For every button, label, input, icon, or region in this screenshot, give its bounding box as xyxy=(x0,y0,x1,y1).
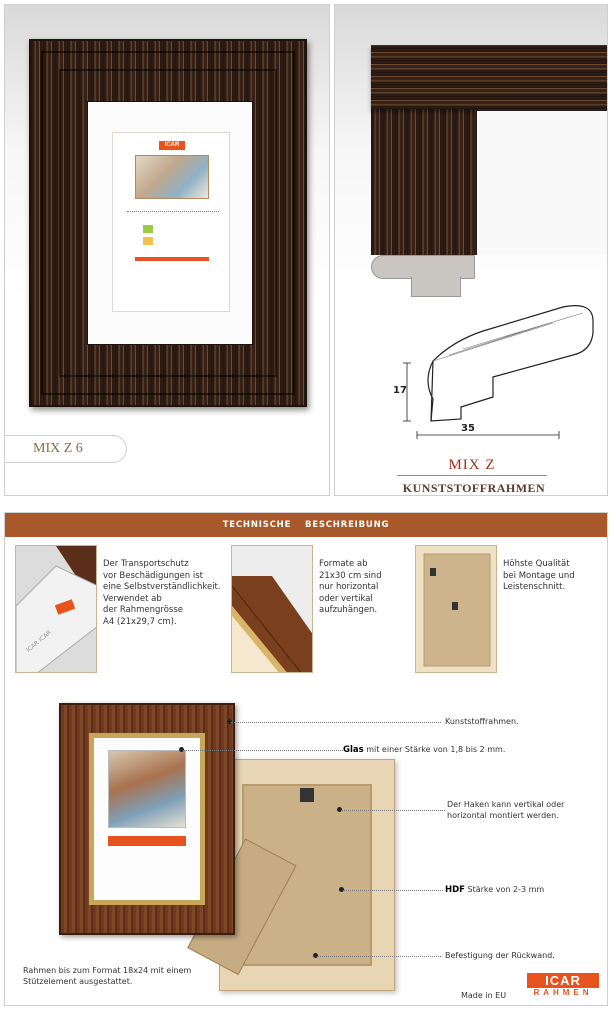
callout-line xyxy=(341,810,445,811)
callout-stand: Rahmen bis zum Format 18x24 mit einem Stützelement ausgestattet. xyxy=(23,966,192,986)
sample-insert-card xyxy=(112,132,230,312)
sample-photo xyxy=(108,750,186,828)
callout-line xyxy=(183,750,343,751)
callout-glass: Glas mit einer Stärke von 1,8 bis 2 mm. xyxy=(343,745,506,755)
insert-size-swatch xyxy=(143,225,153,233)
technical-description-section xyxy=(4,512,608,1006)
svg-text:ICAR ICAR: ICAR ICAR xyxy=(25,629,53,654)
profile-cross-section xyxy=(371,255,475,299)
insert-script-line xyxy=(127,211,219,212)
dimension-height-label: 17 xyxy=(393,385,407,396)
frame-profile-photo xyxy=(231,545,313,673)
model-label: MIX Z 6 xyxy=(5,435,127,463)
callout-line xyxy=(343,890,443,891)
transport-protection-photo xyxy=(15,545,97,673)
callout-back: Befestigung der Rückwand. xyxy=(445,951,555,960)
callout-hdf: HDF Stärke von 2-3 mm xyxy=(445,885,545,895)
insert-brand-logo: ICAR xyxy=(159,141,185,150)
callout-hook: Der Haken kann vertikal oder horizontal montiert werden. xyxy=(447,800,565,820)
section-header: TECHNISCHE BESCHREIBUNG xyxy=(5,513,607,537)
brand-name: ICAR xyxy=(527,973,599,988)
feature-text: Höhste Qualität bei Montage und Leistenschnitt. xyxy=(503,559,575,593)
made-in-label: Made in EU xyxy=(461,991,507,1000)
profile-sketch-drawing xyxy=(393,301,603,441)
callout-frame: Kunststoffrahmen. xyxy=(445,717,519,726)
insert-orange-bar xyxy=(135,257,209,261)
brand-sub: RAHMEN xyxy=(533,988,593,997)
product-photo-panel xyxy=(4,4,330,496)
dimension-width-label: 35 xyxy=(461,423,475,434)
series-divider xyxy=(397,475,547,476)
insert-sample-photo xyxy=(135,155,209,199)
frame-front-view xyxy=(59,703,235,935)
callout-line xyxy=(231,722,441,723)
brand-logo xyxy=(527,973,599,999)
sample-label-bar xyxy=(108,836,186,846)
gold-inner-edge xyxy=(89,733,205,905)
feature-text: Formate ab 21x30 cm sind nur horizontal oder vertikal aufzuhängen. xyxy=(319,559,382,616)
feature-text: Der Transportschutz vor Beschädigungen ist eine Selbstverständlichkeit. Verwendet ab der Rahmengrösse A4 (21x29,7 cm). xyxy=(103,559,221,627)
series-subtitle: KUNSTSTOFFRAHMEN xyxy=(402,481,546,495)
callout-line xyxy=(317,956,441,957)
hanger-hook-icon xyxy=(300,788,314,802)
frame-corner-top xyxy=(371,45,608,109)
back-board-photo xyxy=(415,545,497,673)
wooden-frame-photo xyxy=(29,39,307,407)
frame-mat xyxy=(87,101,253,345)
frame-corner-opening xyxy=(475,109,608,255)
insert-size-swatch xyxy=(143,237,153,245)
profile-detail-panel xyxy=(334,4,608,496)
series-title: MIX Z xyxy=(448,457,496,473)
